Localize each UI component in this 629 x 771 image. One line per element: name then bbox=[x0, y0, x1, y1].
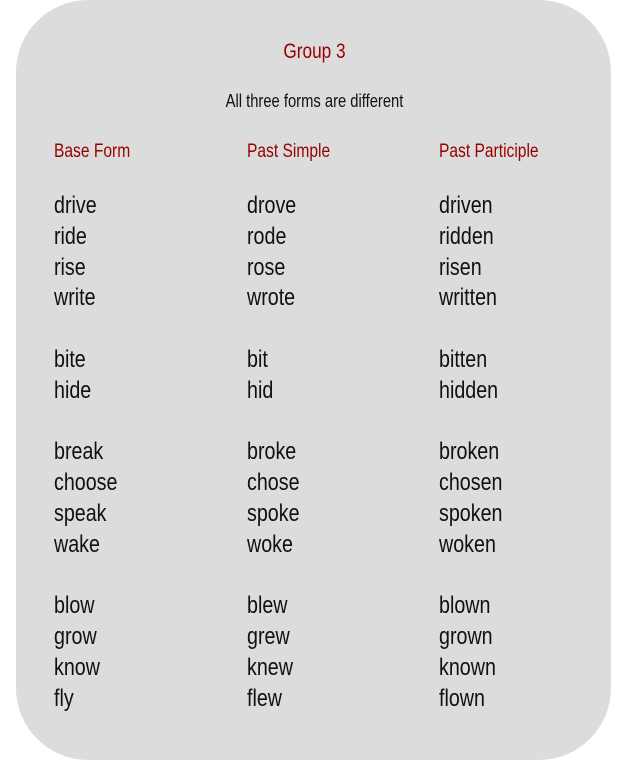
word-list bbox=[247, 191, 348, 715]
word: spoke bbox=[247, 499, 300, 527]
word: hid bbox=[247, 376, 274, 404]
word: write bbox=[54, 284, 96, 312]
column-header: Past Participle bbox=[439, 141, 539, 162]
word: wake bbox=[54, 530, 100, 558]
word: broken bbox=[439, 438, 500, 466]
word: know bbox=[54, 653, 100, 681]
word: chose bbox=[247, 469, 300, 497]
word: driven bbox=[439, 192, 493, 219]
word: blown bbox=[439, 592, 491, 620]
word: knew bbox=[247, 653, 293, 681]
word-group bbox=[439, 437, 560, 560]
page-title: Group 3 bbox=[283, 40, 346, 63]
word: blow bbox=[54, 592, 95, 620]
word-group bbox=[247, 591, 348, 714]
word: spoken bbox=[439, 499, 503, 527]
word-group bbox=[247, 191, 348, 314]
word: bitten bbox=[439, 345, 488, 373]
word: rose bbox=[247, 253, 286, 281]
column-past-participle bbox=[439, 140, 560, 745]
word: ride bbox=[54, 222, 87, 250]
word: hide bbox=[54, 376, 92, 404]
word: broke bbox=[247, 438, 297, 466]
word-group bbox=[54, 191, 147, 314]
word: choose bbox=[54, 469, 118, 497]
word: chosen bbox=[439, 469, 503, 497]
word: grown bbox=[439, 623, 493, 651]
word: speak bbox=[54, 499, 107, 527]
word-group bbox=[439, 345, 560, 407]
word: woken bbox=[439, 530, 496, 558]
column-header: Past Simple bbox=[247, 141, 331, 162]
column-past-simple bbox=[247, 140, 348, 745]
column-header: Base Form bbox=[54, 141, 131, 162]
word-group bbox=[247, 437, 348, 560]
word-list bbox=[54, 191, 147, 715]
word: grew bbox=[247, 623, 290, 651]
word-group bbox=[439, 191, 560, 314]
word: drove bbox=[247, 192, 297, 219]
word: fly bbox=[54, 684, 74, 712]
word: blew bbox=[247, 592, 288, 620]
word: bit bbox=[247, 345, 268, 373]
page-subtitle: All three forms are different bbox=[225, 91, 404, 111]
word: grow bbox=[54, 623, 97, 651]
column-base-form bbox=[54, 140, 147, 745]
word: rode bbox=[247, 222, 287, 250]
word: known bbox=[439, 653, 496, 681]
word: flown bbox=[439, 684, 485, 712]
word-list bbox=[439, 191, 560, 715]
word: bite bbox=[54, 345, 86, 373]
word-group bbox=[54, 345, 147, 407]
word-group bbox=[247, 345, 348, 407]
word: wrote bbox=[247, 284, 296, 312]
word: flew bbox=[247, 684, 283, 712]
word-group bbox=[54, 437, 147, 560]
word: hidden bbox=[439, 376, 499, 404]
word-group bbox=[439, 591, 560, 714]
word: rise bbox=[54, 253, 86, 281]
word: break bbox=[54, 438, 104, 466]
word: drive bbox=[54, 192, 97, 219]
word: ridden bbox=[439, 222, 494, 250]
word: risen bbox=[439, 253, 482, 281]
word: woke bbox=[247, 530, 293, 558]
word: written bbox=[439, 284, 497, 312]
word-group bbox=[54, 591, 147, 714]
